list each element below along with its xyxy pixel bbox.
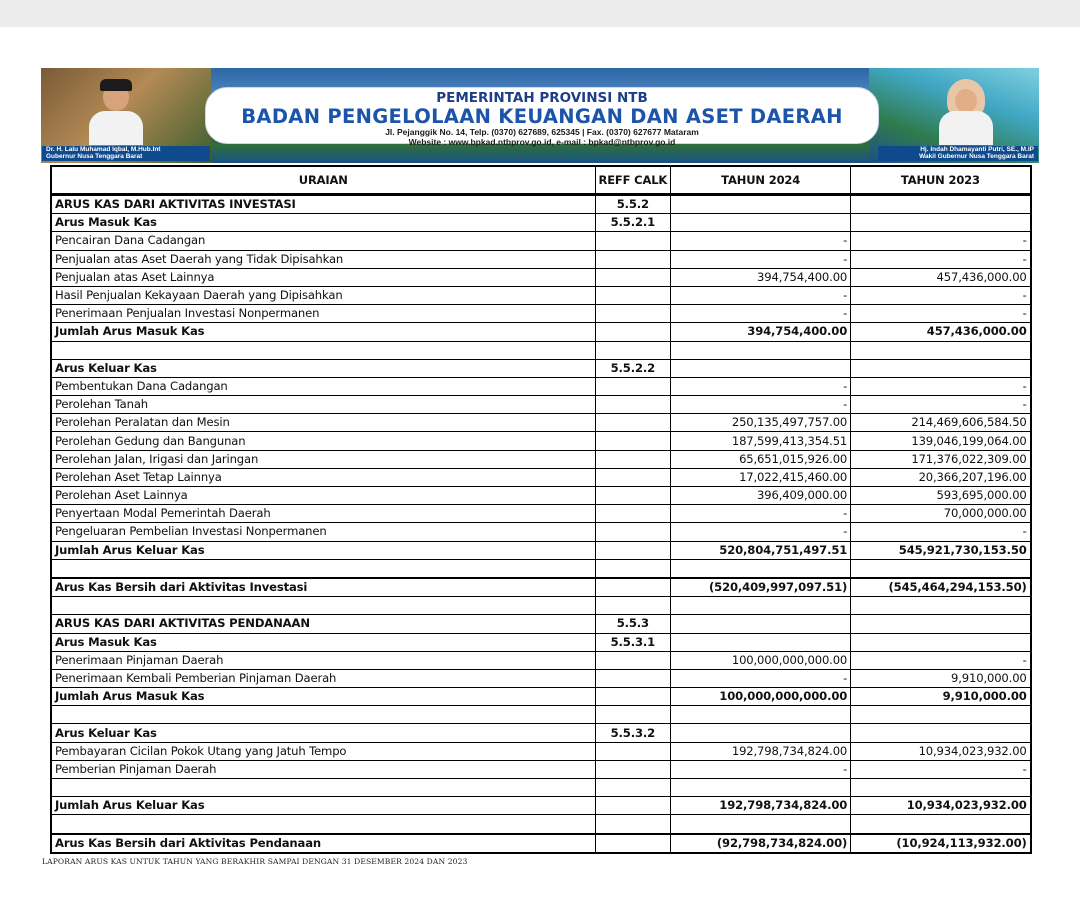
cell-tahun-2024	[671, 359, 851, 377]
cell-tahun-2024	[671, 724, 851, 742]
table-header-row	[51, 166, 1031, 195]
table-row	[51, 286, 1031, 304]
cell-tahun-2024: -	[671, 250, 851, 268]
cell-tahun-2023: 20,366,207,196.00	[851, 468, 1031, 486]
cell-uraian: Jumlah Arus Keluar Kas	[51, 797, 595, 815]
government-name: PEMERINTAH PROVINSI NTB	[436, 90, 648, 106]
cell-uraian: Pengeluaran Pembelian Investasi Nonpermanen	[51, 523, 595, 541]
cell-reff-calk: 5.5.2.1	[595, 214, 671, 232]
cell-uraian: Penjualan atas Aset Daerah yang Tidak Dipisahkan	[51, 250, 595, 268]
cell-uraian	[51, 597, 595, 615]
vice-governor-portrait	[935, 81, 997, 145]
cell-tahun-2024: 187,599,413,354.51	[671, 432, 851, 450]
governor-title: Gubernur Nusa Tenggara Barat	[46, 153, 143, 161]
cell-tahun-2023: -	[851, 377, 1031, 395]
cell-tahun-2023	[851, 359, 1031, 377]
table-row	[51, 468, 1031, 486]
cell-reff-calk	[595, 834, 671, 853]
cell-uraian: Perolehan Tanah	[51, 396, 595, 414]
cell-uraian: Arus Kas Bersih dari Aktivitas Pendanaan	[51, 834, 595, 853]
agency-address: Jl. Pejanggik No. 14, Telp. (0370) 627689, 625345 | Fax. (0370) 627677 Mataram	[385, 127, 699, 137]
cell-tahun-2023: 10,934,023,932.00	[851, 797, 1031, 815]
cell-tahun-2024: -	[671, 396, 851, 414]
cell-uraian	[51, 815, 595, 834]
cell-tahun-2023: -	[851, 286, 1031, 304]
spacer-row	[51, 706, 1031, 724]
cell-reff-calk	[595, 432, 671, 450]
cell-uraian: Penerimaan Kembali Pemberian Pinjaman Daerah	[51, 669, 595, 687]
cell-tahun-2024: (92,798,734,824.00)	[671, 834, 851, 853]
table-row	[51, 797, 1031, 815]
agency-name: BADAN PENGELOLAAN KEUANGAN DAN ASET DAERAH	[241, 105, 843, 128]
cell-uraian: Pembayaran Cicilan Pokok Utang yang Jatuh Tempo	[51, 742, 595, 760]
cell-tahun-2024	[671, 815, 851, 834]
cell-tahun-2023: (545,464,294,153.50)	[851, 578, 1031, 597]
cell-uraian: Perolehan Aset Tetap Lainnya	[51, 468, 595, 486]
cell-tahun-2023: 70,000,000.00	[851, 505, 1031, 523]
cell-tahun-2024: 100,000,000,000.00	[671, 651, 851, 669]
governor-name: Dr. H. Lalu Muhamad Iqbal, M.Hub.Int	[46, 146, 161, 153]
table-row	[51, 651, 1031, 669]
cell-tahun-2023: 214,469,606,584.50	[851, 414, 1031, 432]
cell-reff-calk	[595, 396, 671, 414]
cell-tahun-2024: 394,754,400.00	[671, 268, 851, 286]
table-row	[51, 323, 1031, 341]
cell-tahun-2024	[671, 195, 851, 214]
cell-tahun-2023	[851, 559, 1031, 578]
cell-tahun-2023: 10,934,023,932.00	[851, 742, 1031, 760]
agency-title-card	[205, 87, 879, 147]
column-header-tahun-2024: TAHUN 2024	[671, 166, 851, 195]
cell-uraian: Jumlah Arus Masuk Kas	[51, 688, 595, 706]
top-bar	[0, 0, 1080, 27]
cell-tahun-2023: -	[851, 651, 1031, 669]
cell-reff-calk	[595, 232, 671, 250]
cell-tahun-2024: -	[671, 377, 851, 395]
table-row	[51, 688, 1031, 706]
cell-tahun-2023	[851, 724, 1031, 742]
cell-tahun-2024	[671, 559, 851, 578]
cell-tahun-2024	[671, 779, 851, 797]
table-row	[51, 359, 1031, 377]
cell-tahun-2024: 520,804,751,497.51	[671, 541, 851, 559]
cell-uraian: ARUS KAS DARI AKTIVITAS INVESTASI	[51, 195, 595, 214]
cell-tahun-2024: 396,409,000.00	[671, 487, 851, 505]
cell-reff-calk: 5.5.3.1	[595, 633, 671, 651]
cell-reff-calk	[595, 323, 671, 341]
cell-tahun-2024	[671, 706, 851, 724]
table-row	[51, 268, 1031, 286]
cell-tahun-2023	[851, 597, 1031, 615]
cell-uraian: Arus Keluar Kas	[51, 724, 595, 742]
cell-uraian: Pemberian Pinjaman Daerah	[51, 760, 595, 778]
cell-uraian: Arus Kas Bersih dari Aktivitas Investasi	[51, 578, 595, 597]
table-row	[51, 195, 1031, 214]
cell-tahun-2023	[851, 706, 1031, 724]
cell-reff-calk	[595, 305, 671, 323]
cell-reff-calk: 5.5.3.2	[595, 724, 671, 742]
cell-tahun-2024: 192,798,734,824.00	[671, 742, 851, 760]
cell-uraian: Jumlah Arus Keluar Kas	[51, 541, 595, 559]
cell-reff-calk	[595, 578, 671, 597]
cell-tahun-2024: -	[671, 523, 851, 541]
cell-tahun-2023	[851, 615, 1031, 633]
cell-uraian: Arus Masuk Kas	[51, 214, 595, 232]
spacer-row	[51, 559, 1031, 578]
cell-uraian	[51, 779, 595, 797]
cell-tahun-2024	[671, 597, 851, 615]
cell-tahun-2024	[671, 341, 851, 359]
cell-reff-calk	[595, 268, 671, 286]
cell-uraian: Perolehan Jalan, Irigasi dan Jaringan	[51, 450, 595, 468]
table-row	[51, 633, 1031, 651]
cell-tahun-2024	[671, 633, 851, 651]
cell-tahun-2024: -	[671, 669, 851, 687]
cell-tahun-2023	[851, 195, 1031, 214]
table-row	[51, 615, 1031, 633]
table-row	[51, 414, 1031, 432]
cell-reff-calk	[595, 450, 671, 468]
table-row	[51, 450, 1031, 468]
table-row	[51, 432, 1031, 450]
cell-uraian: Arus Keluar Kas	[51, 359, 595, 377]
header-banner	[41, 68, 1039, 163]
cell-reff-calk	[595, 669, 671, 687]
cell-reff-calk	[595, 468, 671, 486]
cell-reff-calk	[595, 523, 671, 541]
column-header-uraian: URAIAN	[51, 166, 595, 195]
cell-reff-calk: 5.5.2	[595, 195, 671, 214]
cell-tahun-2024: (520,409,997,097.51)	[671, 578, 851, 597]
spacer-row	[51, 597, 1031, 615]
cell-reff-calk	[595, 341, 671, 359]
cell-uraian: Hasil Penjualan Kekayaan Daerah yang Dipisahkan	[51, 286, 595, 304]
cell-uraian	[51, 559, 595, 578]
cell-tahun-2024: -	[671, 760, 851, 778]
cell-tahun-2024: 17,022,415,460.00	[671, 468, 851, 486]
cell-tahun-2023	[851, 779, 1031, 797]
cell-tahun-2024: 250,135,497,757.00	[671, 414, 851, 432]
cell-uraian: Arus Masuk Kas	[51, 633, 595, 651]
cell-tahun-2024: -	[671, 286, 851, 304]
column-header-reff-calk: REFF CALK	[595, 166, 671, 195]
cell-tahun-2023	[851, 633, 1031, 651]
cell-reff-calk	[595, 505, 671, 523]
cell-uraian	[51, 706, 595, 724]
cell-tahun-2023: 593,695,000.00	[851, 487, 1031, 505]
table-row	[51, 669, 1031, 687]
cell-uraian: Penyertaan Modal Pemerintah Daerah	[51, 505, 595, 523]
table-row	[51, 250, 1031, 268]
governor-portrait	[85, 81, 147, 145]
cell-reff-calk	[595, 706, 671, 724]
cell-tahun-2023: -	[851, 250, 1031, 268]
cell-tahun-2023	[851, 214, 1031, 232]
cell-tahun-2024: 65,651,015,926.00	[671, 450, 851, 468]
column-header-tahun-2023: TAHUN 2023	[851, 166, 1031, 195]
table-row	[51, 724, 1031, 742]
cell-tahun-2023: 9,910,000.00	[851, 669, 1031, 687]
cell-tahun-2023: 457,436,000.00	[851, 268, 1031, 286]
cash-flow-table	[50, 165, 1032, 854]
cell-reff-calk	[595, 779, 671, 797]
cell-reff-calk	[595, 487, 671, 505]
cell-reff-calk	[595, 742, 671, 760]
vice-governor-caption	[878, 146, 1038, 161]
cell-reff-calk	[595, 815, 671, 834]
cell-reff-calk: 5.5.3	[595, 615, 671, 633]
table-row	[51, 523, 1031, 541]
cell-reff-calk	[595, 597, 671, 615]
governor-caption	[42, 146, 210, 161]
cell-tahun-2023: -	[851, 396, 1031, 414]
cell-uraian: Pencairan Dana Cadangan	[51, 232, 595, 250]
cell-uraian: Perolehan Gedung dan Bangunan	[51, 432, 595, 450]
table-row	[51, 760, 1031, 778]
cell-tahun-2023	[851, 815, 1031, 834]
cell-tahun-2024: -	[671, 505, 851, 523]
cell-uraian: Jumlah Arus Masuk Kas	[51, 323, 595, 341]
cell-tahun-2023	[851, 341, 1031, 359]
table-row	[51, 232, 1031, 250]
table-row	[51, 487, 1031, 505]
table-row	[51, 305, 1031, 323]
cell-reff-calk	[595, 688, 671, 706]
table-row	[51, 396, 1031, 414]
cell-tahun-2023: 457,436,000.00	[851, 323, 1031, 341]
cell-reff-calk	[595, 377, 671, 395]
spacer-row	[51, 341, 1031, 359]
cell-uraian: Perolehan Aset Lainnya	[51, 487, 595, 505]
cell-reff-calk	[595, 286, 671, 304]
table-row	[51, 505, 1031, 523]
cell-reff-calk	[595, 541, 671, 559]
report-footer-caption: LAPORAN ARUS KAS UNTUK TAHUN YANG BERAKHIR SAMPAI DENGAN 31 DESEMBER 2024 DAN 2023	[42, 857, 468, 866]
table-row	[51, 214, 1031, 232]
cell-tahun-2023: -	[851, 232, 1031, 250]
cell-uraian: Penerimaan Pinjaman Daerah	[51, 651, 595, 669]
table-row	[51, 742, 1031, 760]
cell-tahun-2024: -	[671, 232, 851, 250]
spacer-row	[51, 815, 1031, 834]
cell-tahun-2024: -	[671, 305, 851, 323]
cell-reff-calk	[595, 250, 671, 268]
cell-tahun-2023: -	[851, 523, 1031, 541]
table-row	[51, 541, 1031, 559]
table-row	[51, 377, 1031, 395]
net-total-row	[51, 578, 1031, 597]
cell-reff-calk	[595, 651, 671, 669]
net-total-row	[51, 834, 1031, 853]
spacer-row	[51, 779, 1031, 797]
vice-governor-title: Wakil Gubernur Nusa Tenggara Barat	[919, 153, 1034, 161]
cell-uraian: Penjualan atas Aset Lainnya	[51, 268, 595, 286]
cell-uraian: Perolehan Peralatan dan Mesin	[51, 414, 595, 432]
cell-reff-calk: 5.5.2.2	[595, 359, 671, 377]
cell-tahun-2023: 545,921,730,153.50	[851, 541, 1031, 559]
cell-uraian: ARUS KAS DARI AKTIVITAS PENDANAAN	[51, 615, 595, 633]
cell-reff-calk	[595, 559, 671, 578]
cell-tahun-2024: 394,754,400.00	[671, 323, 851, 341]
cell-reff-calk	[595, 414, 671, 432]
cell-uraian	[51, 341, 595, 359]
cell-reff-calk	[595, 797, 671, 815]
cell-tahun-2024	[671, 214, 851, 232]
cell-tahun-2023: 171,376,022,309.00	[851, 450, 1031, 468]
cell-tahun-2023: (10,924,113,932.00)	[851, 834, 1031, 853]
vice-governor-name: Hj. Indah Dhamayanti Putri, SE., M.IP	[920, 146, 1034, 153]
cell-tahun-2023: -	[851, 760, 1031, 778]
cell-tahun-2023: -	[851, 305, 1031, 323]
agency-website: Website : www.bpkad.ntbprov.go.id, e-mail : bpkad@ntbprov.go.id	[408, 136, 676, 147]
cell-tahun-2024: 100,000,000,000.00	[671, 688, 851, 706]
table-body	[51, 195, 1031, 853]
cell-tahun-2024	[671, 615, 851, 633]
cell-tahun-2023: 9,910,000.00	[851, 688, 1031, 706]
cell-uraian: Penerimaan Penjualan Investasi Nonpermanen	[51, 305, 595, 323]
cell-reff-calk	[595, 760, 671, 778]
cell-uraian: Pembentukan Dana Cadangan	[51, 377, 595, 395]
cell-tahun-2024: 192,798,734,824.00	[671, 797, 851, 815]
cell-tahun-2023: 139,046,199,064.00	[851, 432, 1031, 450]
